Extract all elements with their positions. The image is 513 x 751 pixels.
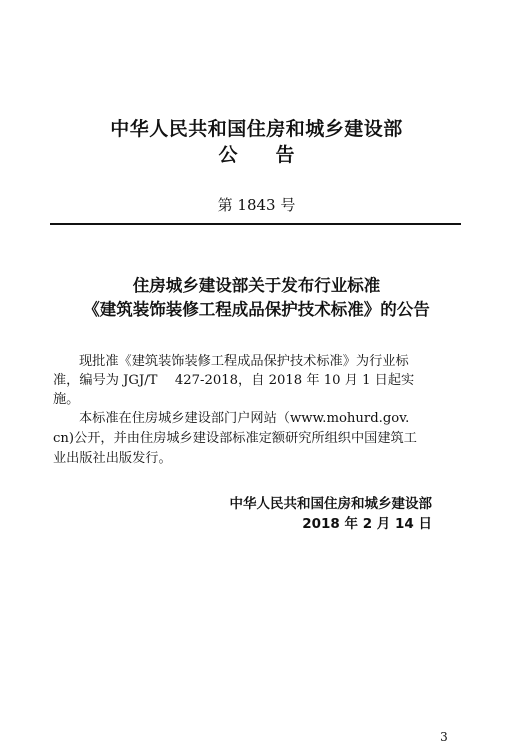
body-line: 现批准《建筑装饰装修工程成品保护技术标准》为行业标: [79, 354, 409, 369]
signing-date: 2018 年 2 月 14 日: [302, 516, 432, 532]
body-line: 业出版社出版发行。: [53, 451, 172, 466]
page-number: 3: [440, 730, 448, 744]
body-line: 准，编号为 JGJ/T 427-2018，自 2018 年 10 月 1 日起实: [53, 373, 415, 388]
document-type: 公告: [218, 144, 333, 166]
document-number: 第 1843 号: [217, 196, 296, 214]
signing-organization: 中华人民共和国住房和城乡建设部: [229, 496, 432, 512]
body-line: cn)公开，并由住房城乡建设部标准定额研究所组织中国建筑工: [53, 431, 417, 446]
body-line: 施。: [53, 392, 80, 407]
announcement-title-line-1: 住房城乡建设部关于发布行业标准: [132, 276, 381, 295]
header-divider: [50, 223, 461, 225]
announcement-title-line-2: 《建筑装饰装修工程成品保护技术标准》的公告: [83, 300, 430, 319]
body-line: 本标准在住房城乡建设部门户网站（www.mohurd.gov.: [79, 411, 410, 426]
issuer-name: 中华人民共和国住房和城乡建设部: [110, 118, 403, 140]
